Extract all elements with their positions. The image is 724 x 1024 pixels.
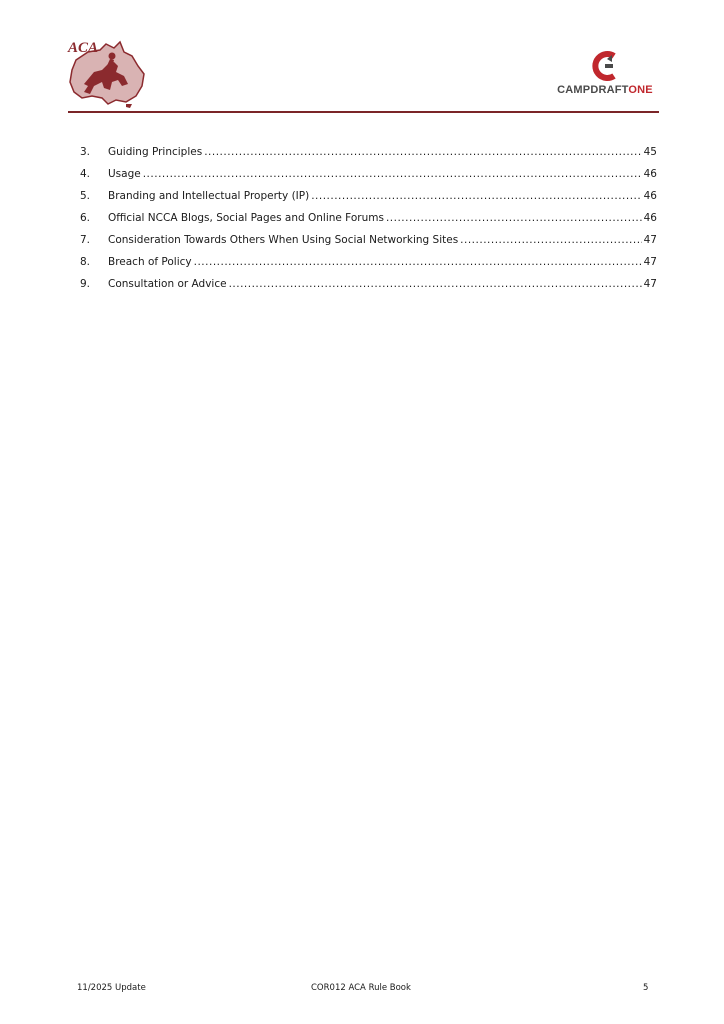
toc-leader-dots — [386, 212, 642, 224]
toc-entry-page[interactable]: 45 — [643, 146, 657, 158]
toc-entry-page[interactable]: 47 — [643, 234, 657, 246]
toc-entry-number: 5. — [80, 190, 91, 202]
toc-entry[interactable] — [80, 256, 657, 278]
toc-entry-number: 9. — [80, 278, 91, 290]
toc-entry-title[interactable]: Consideration Towards Others When Using Social Networking Sites — [108, 234, 459, 246]
wordmark-part-campdraft: CAMPDRAFT — [557, 84, 629, 96]
toc-entry-number: 8. — [80, 256, 91, 268]
toc-leader-dots — [143, 168, 642, 180]
toc-leader-dots — [204, 146, 641, 158]
toc-entry-title[interactable]: Branding and Intellectual Property (IP) — [108, 190, 310, 202]
toc-entry-title[interactable]: Usage — [108, 168, 141, 180]
toc-entry-title[interactable]: Breach of Policy — [108, 256, 192, 268]
toc-entry-page[interactable]: 46 — [643, 168, 657, 180]
toc-entry[interactable] — [80, 278, 657, 300]
toc-leader-dots — [194, 256, 642, 268]
toc-entry-number: 7. — [80, 234, 91, 246]
toc-entry-page[interactable]: 46 — [643, 190, 657, 202]
toc-entry-title[interactable]: Consultation or Advice — [108, 278, 227, 290]
toc-entry-number: 6. — [80, 212, 91, 224]
toc-leader-dots — [229, 278, 642, 290]
aca-horse-australia-icon — [66, 38, 152, 108]
toc-entry-number: 4. — [80, 168, 91, 180]
toc-entry-title[interactable]: Guiding Principles — [108, 146, 203, 158]
toc-leader-dots — [311, 190, 641, 202]
wordmark-part-one: ONE — [628, 84, 653, 96]
page-header — [0, 0, 724, 114]
toc-entry-title[interactable]: Official NCCA Blogs, Social Pages and Online Forums — [108, 212, 384, 224]
toc-entry[interactable] — [80, 146, 657, 168]
toc-entry-number: 3. — [80, 146, 91, 158]
toc-entry-page[interactable]: 47 — [643, 256, 657, 268]
toc-entry[interactable] — [80, 234, 657, 256]
campdraftone-logo — [553, 50, 657, 100]
toc-entry[interactable] — [80, 190, 657, 212]
table-of-contents — [80, 146, 657, 300]
header-divider — [68, 111, 659, 113]
toc-entry-page[interactable]: 46 — [643, 212, 657, 224]
toc-entry[interactable] — [80, 168, 657, 190]
campdraftone-wordmark — [553, 84, 657, 96]
toc-entry-page[interactable]: 47 — [643, 278, 657, 290]
footer-update-date: 11/2025 Update — [77, 983, 146, 993]
svg-text:ACA: ACA — [68, 40, 99, 56]
campdraftone-c-icon — [590, 50, 620, 82]
toc-entry[interactable] — [80, 212, 657, 234]
footer-page-number: 5 — [643, 983, 649, 993]
toc-leader-dots — [460, 234, 641, 246]
footer-document-title: COR012 ACA Rule Book — [311, 983, 411, 993]
aca-logo — [66, 38, 152, 108]
